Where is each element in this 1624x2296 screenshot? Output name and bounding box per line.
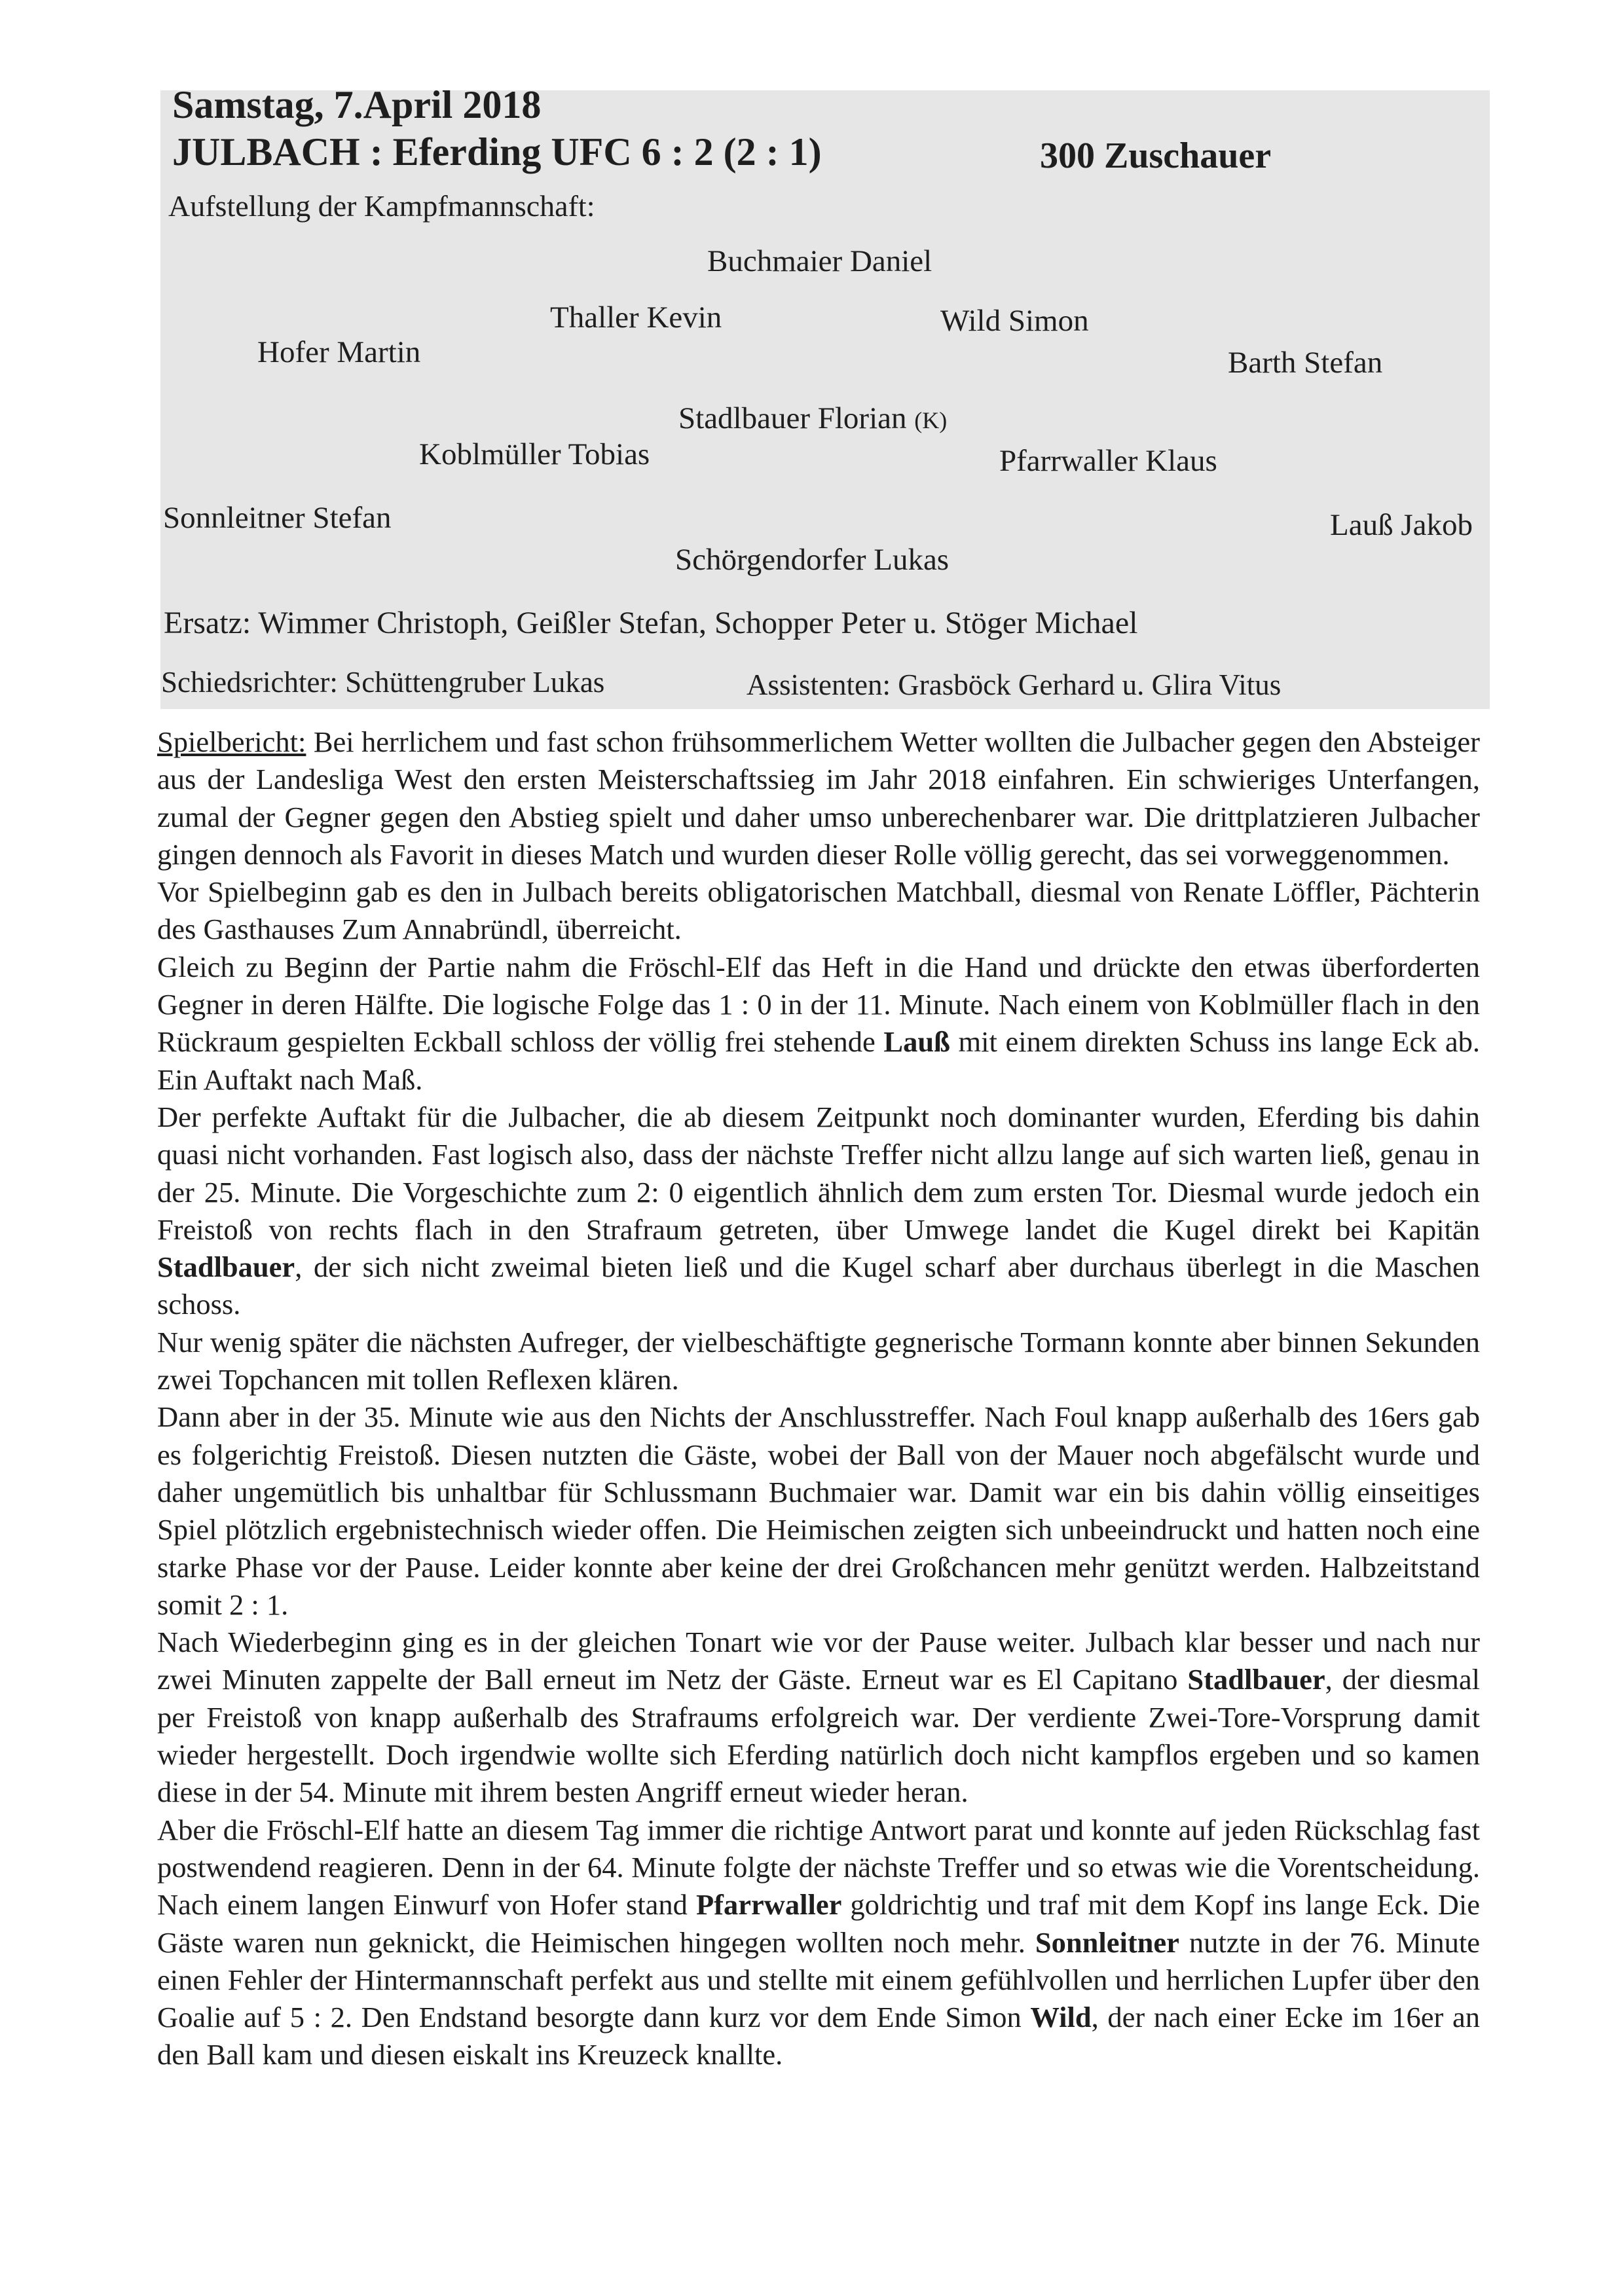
- match-result: JULBACH : Eferding UFC 6 : 2 (2 : 1): [172, 130, 822, 173]
- player-koblmueller: Koblmüller Tobias: [419, 437, 650, 471]
- player-thaller: Thaller Kevin: [550, 301, 722, 335]
- player-pfarrwaller: Pfarrwaller Klaus: [999, 444, 1217, 478]
- scorer-name: Sonnleitner: [1035, 1925, 1179, 1959]
- report-paragraph: Nach Wiederbeginn ging es in der gleichen Tonart wie vor der Pause weiter. Julbach klar besser und nach nur zwei Minuten zappelte der Ball erneut im Netz der Gäste. Erneut war es El Capitano Stadlbauer, der diesmal per Freistoß von knapp außerhalb des Strafraums erfolgreich war. Der verdiente Zwei-Tore-Vorsprung damit wieder hergestellt. Doch irgendwie wollte sich Eferding natürlich doch nicht kampflos ergeben und so kamen diese in der 54. Minute mit ihrem besten Angriff erneut wieder heran.: [157, 1626, 1480, 1809]
- player-stadlbauer: [678, 403, 947, 434]
- player-goalkeeper: Buchmaier Daniel: [707, 244, 932, 278]
- referee-line: Schiedsrichter: Schüttengruber Lukas: [161, 666, 605, 699]
- scorer-name: Stadlbauer: [1187, 1663, 1325, 1696]
- report-label: Spielbericht:: [157, 725, 306, 758]
- substitutes-line: Ersatz: Wimmer Christoph, Geißler Stefan, Schopper Peter u. Stöger Michael: [164, 606, 1138, 640]
- captain-mark: (K): [914, 407, 948, 433]
- report-paragraph: Spielbericht: Bei herrlichem und fast schon frühsommerlichem Wetter wollten die Julbacher gegen den Absteiger aus der Landesliga West den ersten Meisterschaftssieg im Jahr 2018 einfahren. Ein schwieriges Unterfangen, zumal der Gegner gegen den Abstieg spielt und daher umso unberechenbarer war. Die drittplatzieren Julbacher gingen dennoch als Favorit in dieses Match und wurden dieser Rolle völlig gerecht, das sei vorweggenommen.: [157, 725, 1481, 871]
- player-wild: Wild Simon: [940, 304, 1089, 338]
- player-schoergendorfer: Schörgendorfer Lukas: [675, 543, 950, 577]
- scorer-name: Wild: [1030, 2001, 1092, 2034]
- scorer-name: Lauß: [883, 1025, 950, 1059]
- player-lauss: Lauß Jakob: [1330, 508, 1473, 542]
- lineup-heading: Aufstellung der Kampfmannschaft:: [168, 189, 595, 223]
- player-hofer: Hofer Martin: [257, 335, 421, 369]
- scorer-name: Stadlbauer: [157, 1250, 295, 1284]
- report-paragraph: Der perfekte Auftakt für die Julbacher, die ab diesem Zeitpunkt noch dominanter wurden, Eferding bis dahin quasi nicht vorhanden. Fast logisch also, dass der nächste Treffer nicht allzu lange auf sich warten ließ, genau in der 25. Minute. Die Vorgeschichte zum 2: 0 eigentlich ähnlich dem zum ersten Tor. Diesmal wurde jedoch ein Freistoß von rechts flach in den Strafraum getreten, über Umwege landet die Kugel direkt bei Kapitän Stadlbauer, der sich nicht zweimal bieten ließ und die Kugel scharf aber durchaus überlegt in die Maschen schoss.: [157, 1100, 1480, 1321]
- match-date: Samstag, 7.April 2018: [172, 83, 542, 126]
- report-paragraph: Gleich zu Beginn der Partie nahm die Fröschl-Elf das Heft in die Hand und drückte den etwas überforderten Gegner in deren Hälfte. Die logische Folge das 1 : 0 in der 11. Minute. Nach einem von Koblmüller flach in den Rückraum gespielten Eckball schloss der völlig frei stehende Lauß mit einem direkten Schuss ins lange Eck ab. Ein Auftakt nach Maß.: [157, 950, 1481, 1096]
- spectator-count: 300 Zuschauer: [1040, 136, 1272, 176]
- player-sonnleitner: Sonnleitner Stefan: [163, 501, 392, 535]
- scorer-name: Pfarrwaller: [695, 1888, 842, 1922]
- player-name: Stadlbauer Florian: [678, 401, 907, 435]
- match-report: [157, 723, 1480, 2074]
- report-paragraph: Dann aber in der 35. Minute wie aus den Nichts der Anschlusstreffer. Nach Foul knapp außerhalb des 16ers gab es folgerichtig Freistoß. Diesen nutzten die Gäste, wobei der Ball von der Mauer noch abgefälscht wurde und daher ungemütlich bis unhaltbar für Schlussmann Buchmaier war. Damit war ein bis dahin völlig einseitiges Spiel plötzlich ergebnistechnisch wieder offen. Die Heimischen zeigten sich unbeeindruckt und hatten noch eine starke Phase vor der Pause. Leider konnte aber keine der drei Großchancen mehr genützt werden. Halbzeitstand somit 2 : 1.: [157, 1400, 1480, 1621]
- report-paragraph: Aber die Fröschl-Elf hatte an diesem Tag immer die richtige Antwort parat und konnte auf jeden Rückschlag fast postwendend reagieren. Denn in der 64. Minute folgte der nächste Treffer und so etwas wie die Vorentscheidung. Nach einem langen Einwurf von Hofer stand Pfarrwaller goldrichtig und traf mit dem Kopf ins lange Eck. Die Gäste waren nun geknickt, die Heimischen hingegen wollten noch mehr. Sonnleitner nutzte in der 76. Minute einen Fehler der Hintermannschaft perfekt aus und stellte mit einem gefühlvollen und herrlichen Lupfer über den Goalie auf 5 : 2. Den Endstand besorgte dann kurz vor dem Ende Simon Wild, der nach einer Ecke im 16er an den Ball kam und diesen eiskalt ins Kreuzeck knallte.: [157, 1813, 1481, 2071]
- assistants-line: Assistenten: Grasböck Gerhard u. Glira Vitus: [747, 668, 1282, 701]
- report-paragraph: Nur wenig später die nächsten Aufreger, der vielbeschäftigte gegnerische Tormann konnte aber binnen Sekunden zwei Topchancen mit tollen Reflexen klären.: [157, 1325, 1480, 1396]
- report-paragraph: Vor Spielbeginn gab es den in Julbach bereits obligatorischen Matchball, diesmal von Renate Löffler, Pächterin des Gasthauses Zum Annabründl, überreicht.: [157, 875, 1480, 946]
- player-barth: Barth Stefan: [1228, 346, 1383, 380]
